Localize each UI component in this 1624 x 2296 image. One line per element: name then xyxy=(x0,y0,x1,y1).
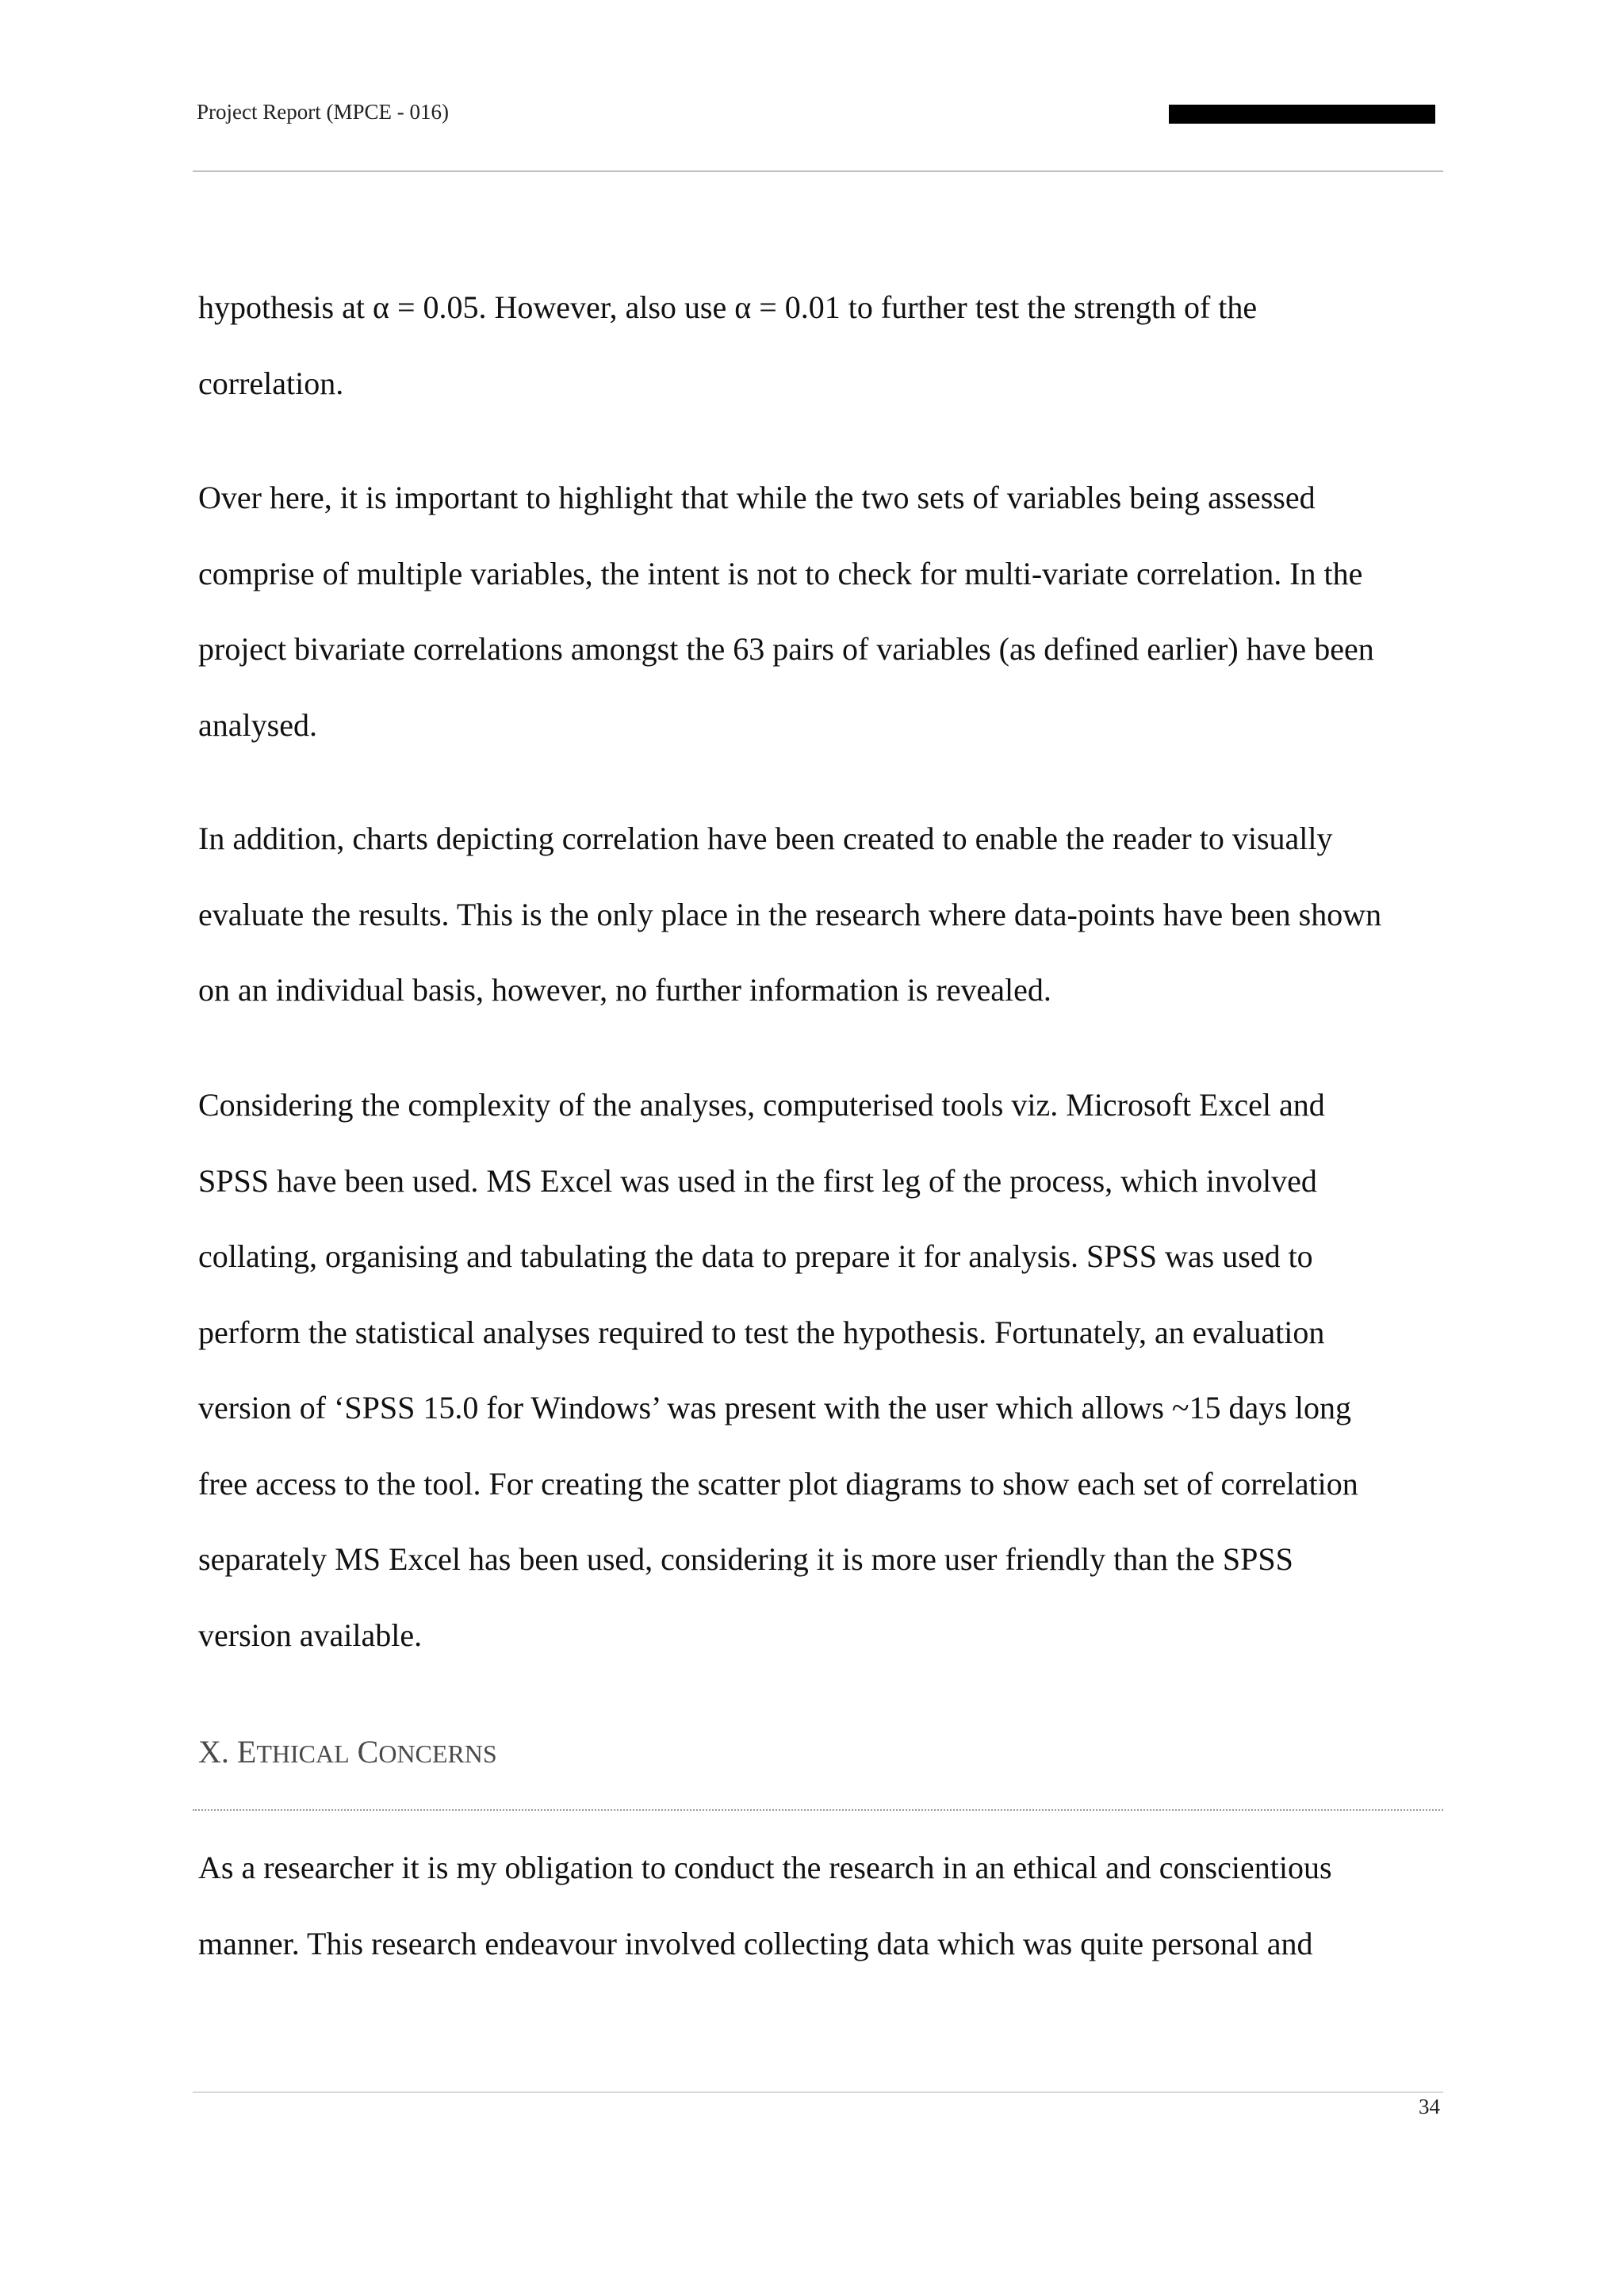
text-line: separately MS Excel has been used, considering it is more user friendly than the SPSS xyxy=(198,1541,1293,1577)
section-heading-initial: C xyxy=(349,1734,379,1770)
text-line: correlation. xyxy=(198,365,344,401)
text-line: version of ‘SPSS 15.0 for Windows’ was present with the user which allows ~15 days long xyxy=(198,1390,1351,1425)
text-line: SPSS have been used. MS Excel was used in the first leg of the process, which involved xyxy=(198,1162,1317,1199)
section-divider xyxy=(193,1809,1443,1811)
text-line: evaluate the results. This is the only place in the research where data-points have been shown xyxy=(198,896,1382,932)
paragraph-hypothesis xyxy=(198,270,1443,421)
text-line: perform the statistical analyses required to test the hypothesis. Fortunately, an evaluation xyxy=(198,1314,1325,1350)
text-line: analysed. xyxy=(198,706,317,743)
paragraph-ethics xyxy=(198,1830,1443,1981)
redaction-bar xyxy=(1169,105,1435,124)
text-line: As a researcher it is my obligation to conduct the research in an ethical and conscientious xyxy=(198,1850,1332,1885)
paragraph-bivariate xyxy=(198,460,1443,763)
header-title: Project Report (MPCE - 016) xyxy=(197,100,449,124)
text-line: project bivariate correlations amongst the 63 pairs of variables (as defined earlier) have been xyxy=(198,631,1374,667)
text-line: free access to the tool. For creating the scatter plot diagrams to show each set of correlation xyxy=(198,1465,1358,1502)
section-heading-number: X. E xyxy=(198,1734,257,1770)
footer-divider xyxy=(193,2091,1443,2093)
header-divider xyxy=(193,170,1443,172)
paragraph-tools xyxy=(198,1067,1443,1673)
text-line: version available. xyxy=(198,1617,423,1653)
text-line: hypothesis at α = 0.05. However, also use α = 0.01 to further test the strength of the xyxy=(198,289,1258,325)
text-line: In addition, charts depicting correlation have been created to enable the reader to visually xyxy=(198,821,1333,856)
text-line: comprise of multiple variables, the intent is not to check for multi-variate correlation. In the xyxy=(198,555,1363,591)
text-line: manner. This research endeavour involved collecting data which was quite personal and xyxy=(198,1925,1313,1961)
page-number: 34 xyxy=(1419,2095,1440,2118)
section-heading xyxy=(198,1733,497,1773)
section-heading-smallcaps: ONCERNS xyxy=(378,1739,497,1768)
text-line: Over here, it is important to highlight that while the two sets of variables being assessed xyxy=(198,480,1316,515)
text-line: on an individual basis, however, no further information is revealed. xyxy=(198,972,1051,1008)
text-line: collating, organising and tabulating the data to prepare it for analysis. SPSS was used to xyxy=(198,1238,1313,1274)
text-line: Considering the complexity of the analyses, computerised tools viz. Microsoft Excel and xyxy=(198,1087,1325,1123)
section-heading-smallcaps: THICAL xyxy=(256,1739,350,1768)
paragraph-charts xyxy=(198,801,1443,1028)
